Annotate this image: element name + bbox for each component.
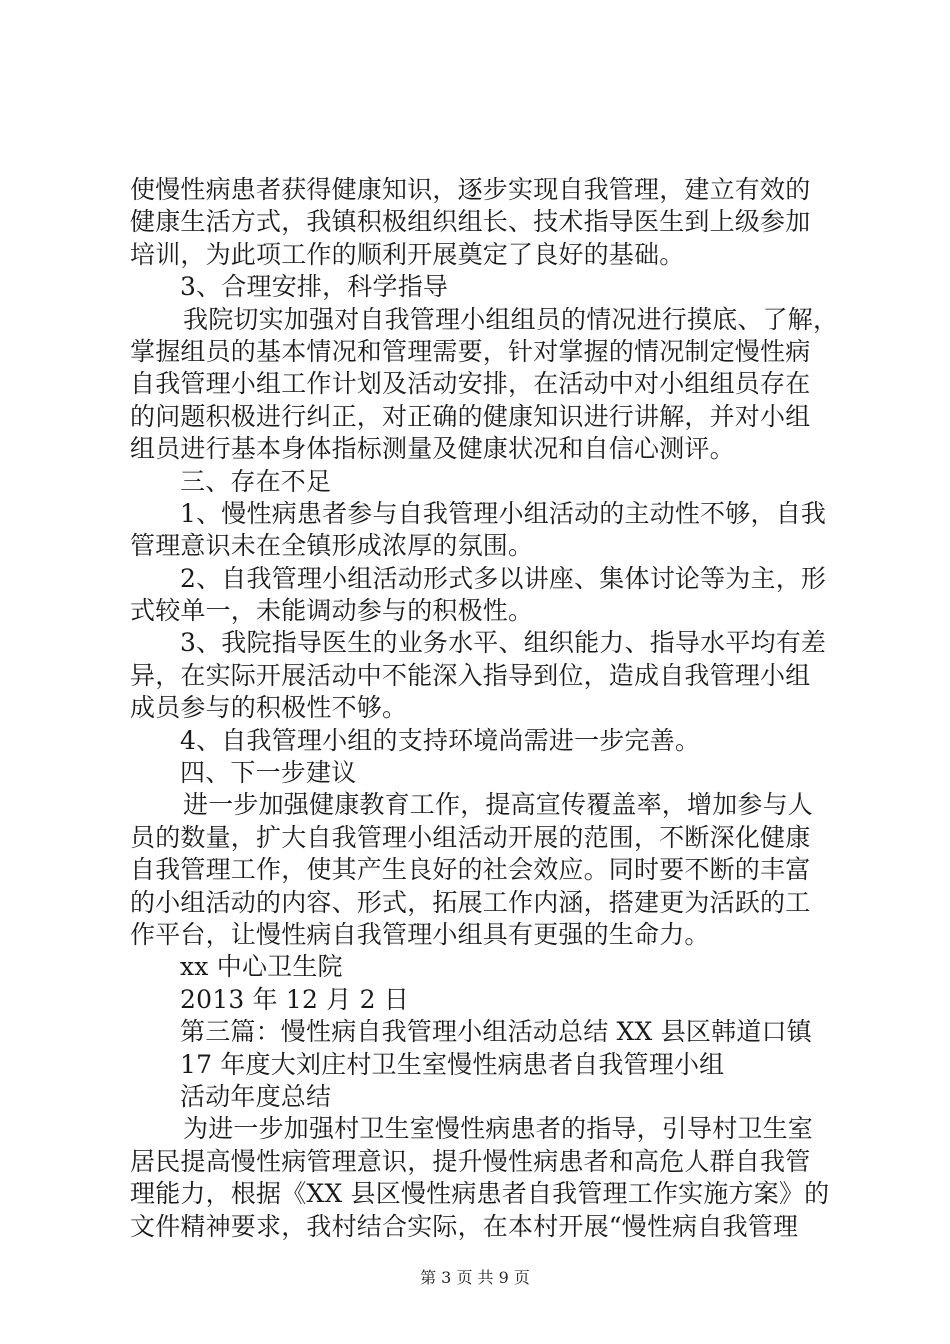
text-line: 我院切实加强对自我管理小组组员的情况进行摸底、了解， — [183, 304, 839, 334]
signature-date: 2013 年 12 月 2 日 — [180, 984, 410, 1014]
text-line: 4、自我管理小组的支持环境尚需进一步完善。 — [180, 725, 701, 755]
page-number: 第 3 页 共 9 页 — [420, 1268, 530, 1287]
text-line: 组员进行基本身体指标测量及健康状况和自信心测评。 — [130, 434, 735, 464]
text-line: 自我管理工作，使其产生良好的社会效应。同时要不断的丰富 — [130, 855, 811, 885]
text-line: 使慢性病患者获得健康知识，逐步实现自我管理，建立有效的 — [130, 175, 811, 204]
text-line: 1、慢性病患者参与自我管理小组活动的主动性不够，自我 — [180, 498, 827, 528]
text-line: 的小组活动的内容、形式，拓展工作内涵，搭建更为活跃的工 — [130, 887, 811, 917]
signature-org: xx 中心卫生院 — [180, 952, 343, 982]
text-line: 的问题积极进行纠正，对正确的健康知识进行讲解，并对小组 — [130, 401, 811, 431]
text-line: 异，在实际开展活动中不能深入指导到位，造成自我管理小组 — [130, 660, 811, 690]
section-heading: 三、存在不足 — [180, 466, 332, 496]
document-body — [130, 174, 840, 1243]
text-line: 成员参与的积极性不够。 — [130, 693, 408, 723]
text-line: 培训，为此项工作的顺利开展奠定了良好的基础。 — [130, 239, 685, 269]
text-line: 式较单一，未能调动参与的积极性。 — [130, 596, 534, 626]
chapter-title: 第三篇：慢性病自我管理小组活动总结 XX 县区韩道口镇 — [180, 1017, 812, 1047]
text-line: 自我管理小组工作计划及活动安排，在活动中对小组组员存在 — [130, 369, 811, 399]
text-line: 员的数量，扩大自我管理小组活动开展的范围，不断深化健康 — [130, 822, 811, 852]
text-line: 2、自我管理小组活动形式多以讲座、集体讨论等为主，形 — [180, 563, 827, 593]
section-heading: 四、下一步建议 — [180, 758, 357, 788]
section-heading: 3、合理安排，科学指导 — [180, 272, 449, 302]
text-line: 作平台，让慢性病自我管理小组具有更强的生命力。 — [130, 919, 710, 949]
text-line: 管理意识未在全镇形成浓厚的氛围。 — [130, 531, 534, 561]
text-line: 3、我院指导医生的业务水平、组织能力、指导水平均有差 — [180, 628, 827, 658]
text-line: 居民提高慢性病管理意识，提升慢性病患者和高危人群自我管 — [130, 1146, 811, 1176]
text-line: 为进一步加强村卫生室慢性病患者的指导，引导村卫生室 — [183, 1114, 814, 1144]
chapter-title: 活动年度总结 — [180, 1081, 332, 1111]
text-line: 文件精神要求，我村结合实际，在本村开展“慢性病自我管理 — [130, 1211, 799, 1241]
text-line: 进一步加强健康教育工作，提高宣传覆盖率，增加参与人 — [183, 790, 814, 820]
text-line: 掌握组员的基本情况和管理需要，针对掌握的情况制定慢性病 — [130, 336, 811, 366]
chapter-title: 17 年度大刘庄村卫生室慢性病患者自我管理小组 — [180, 1049, 725, 1079]
text-line: 健康生活方式，我镇积极组织组长、技术指导医生到上级参加 — [130, 207, 811, 237]
text-line: 理能力，根据《XX 县区慢性病患者自我管理工作实施方案》的 — [130, 1179, 830, 1209]
